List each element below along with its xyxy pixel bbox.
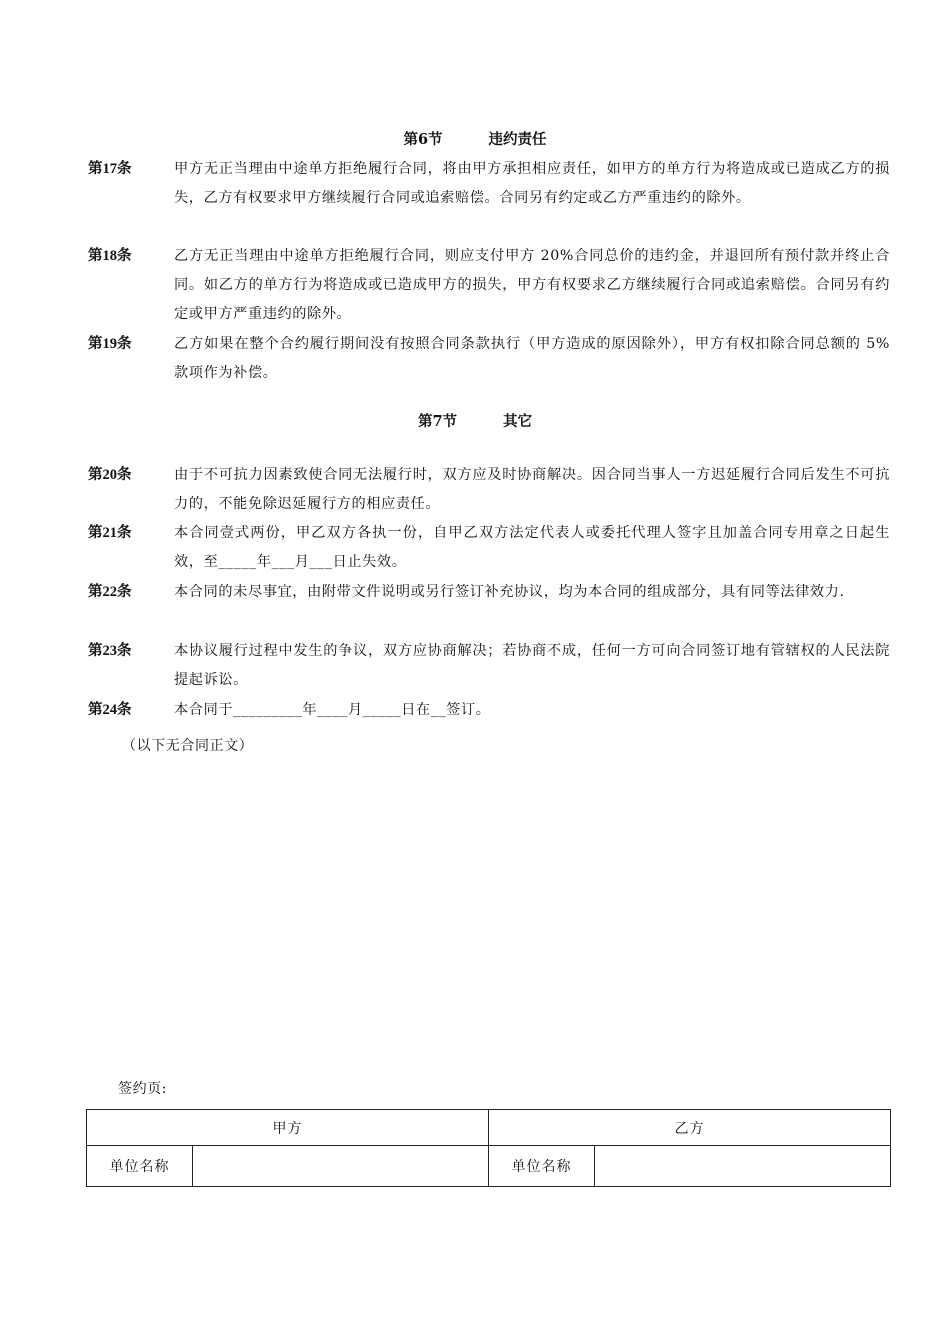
article-label: 第23条 — [88, 643, 132, 659]
party-b-unit-name-field[interactable] — [595, 1146, 891, 1187]
party-a-unit-name-field[interactable] — [193, 1146, 489, 1187]
article-label: 第22条 — [88, 584, 132, 600]
party-b-unit-name-label: 单位名称 — [489, 1146, 595, 1187]
signature-header-row — [87, 1110, 891, 1146]
article-23 — [88, 637, 890, 695]
section-7-heading — [0, 410, 950, 431]
party-a-header: 甲方 — [87, 1110, 489, 1146]
signature-table — [86, 1109, 891, 1187]
article-label: 第17条 — [88, 161, 132, 177]
article-label: 第24条 — [88, 702, 132, 718]
section-6-number: 第6节 — [403, 131, 443, 148]
article-text: 本协议履行过程中发生的争议，双方应协商解决；若协商不成，任何一方可向合同签订地有管辖权的人民法院提起诉讼。 — [174, 643, 890, 688]
section-7-title: 其它 — [503, 413, 533, 430]
section-6-title: 违约责任 — [488, 131, 547, 148]
party-a-unit-name-label: 单位名称 — [87, 1146, 193, 1187]
article-17 — [88, 155, 890, 213]
article-18 — [88, 242, 890, 329]
article-text: 乙方无正当理由中途单方拒绝履行合同，则应支付甲方 20%合同总价的违约金，并退回所有预付款并终止合同。如乙方的单方行为将造成或已造成甲方的损失，甲方有权要求乙方继续履行合同或追索赔偿。合同另有约定或甲方严重违约的除外。 — [174, 248, 890, 322]
article-text: 本合同于_________年____月_____日在__签订。 — [174, 702, 491, 718]
article-24 — [88, 696, 890, 725]
article-text: 甲方无正当理由中途单方拒绝履行合同，将由甲方承担相应责任，如甲方的单方行为将造成或已造成乙方的损失，乙方有权要求甲方继续履行合同或追索赔偿。合同另有约定或乙方严重违约的除外。 — [174, 161, 890, 206]
article-text: 本合同的未尽事宜，由附带文件说明或另行签订补充协议，均为本合同的组成部分，具有同等法律效力. — [174, 584, 845, 600]
article-text: 本合同壹式两份，甲乙双方各执一份，自甲乙双方法定代表人或委托代理人签字且加盖合同专用章之日起生效，至_____年___月___日止失效。 — [174, 525, 890, 570]
article-label: 第19条 — [88, 336, 132, 352]
article-label: 第18条 — [88, 248, 132, 264]
article-text: 由于不可抗力因素致使合同无法履行时，双方应及时协商解决。因合同当事人一方迟延履行合同后发生不可抗力的，不能免除迟延履行方的相应责任。 — [174, 467, 890, 512]
end-of-contract-note: （以下无合同正文） — [122, 738, 254, 754]
section-6-heading — [0, 128, 950, 149]
article-label: 第20条 — [88, 467, 132, 483]
section-7-number: 第7节 — [417, 413, 458, 430]
article-21 — [88, 519, 890, 577]
article-19 — [88, 330, 890, 388]
signature-page-label: 签约页: — [118, 1081, 168, 1097]
article-text: 乙方如果在整个合约履行期间没有按照合同条款执行（甲方造成的原因除外），甲方有权扣除合同总额的 5%款项作为补偿。 — [174, 336, 890, 381]
unit-name-row — [87, 1146, 891, 1187]
article-label: 第21条 — [88, 525, 132, 541]
article-22 — [88, 578, 890, 607]
article-20 — [88, 461, 890, 519]
party-b-header: 乙方 — [489, 1110, 891, 1146]
